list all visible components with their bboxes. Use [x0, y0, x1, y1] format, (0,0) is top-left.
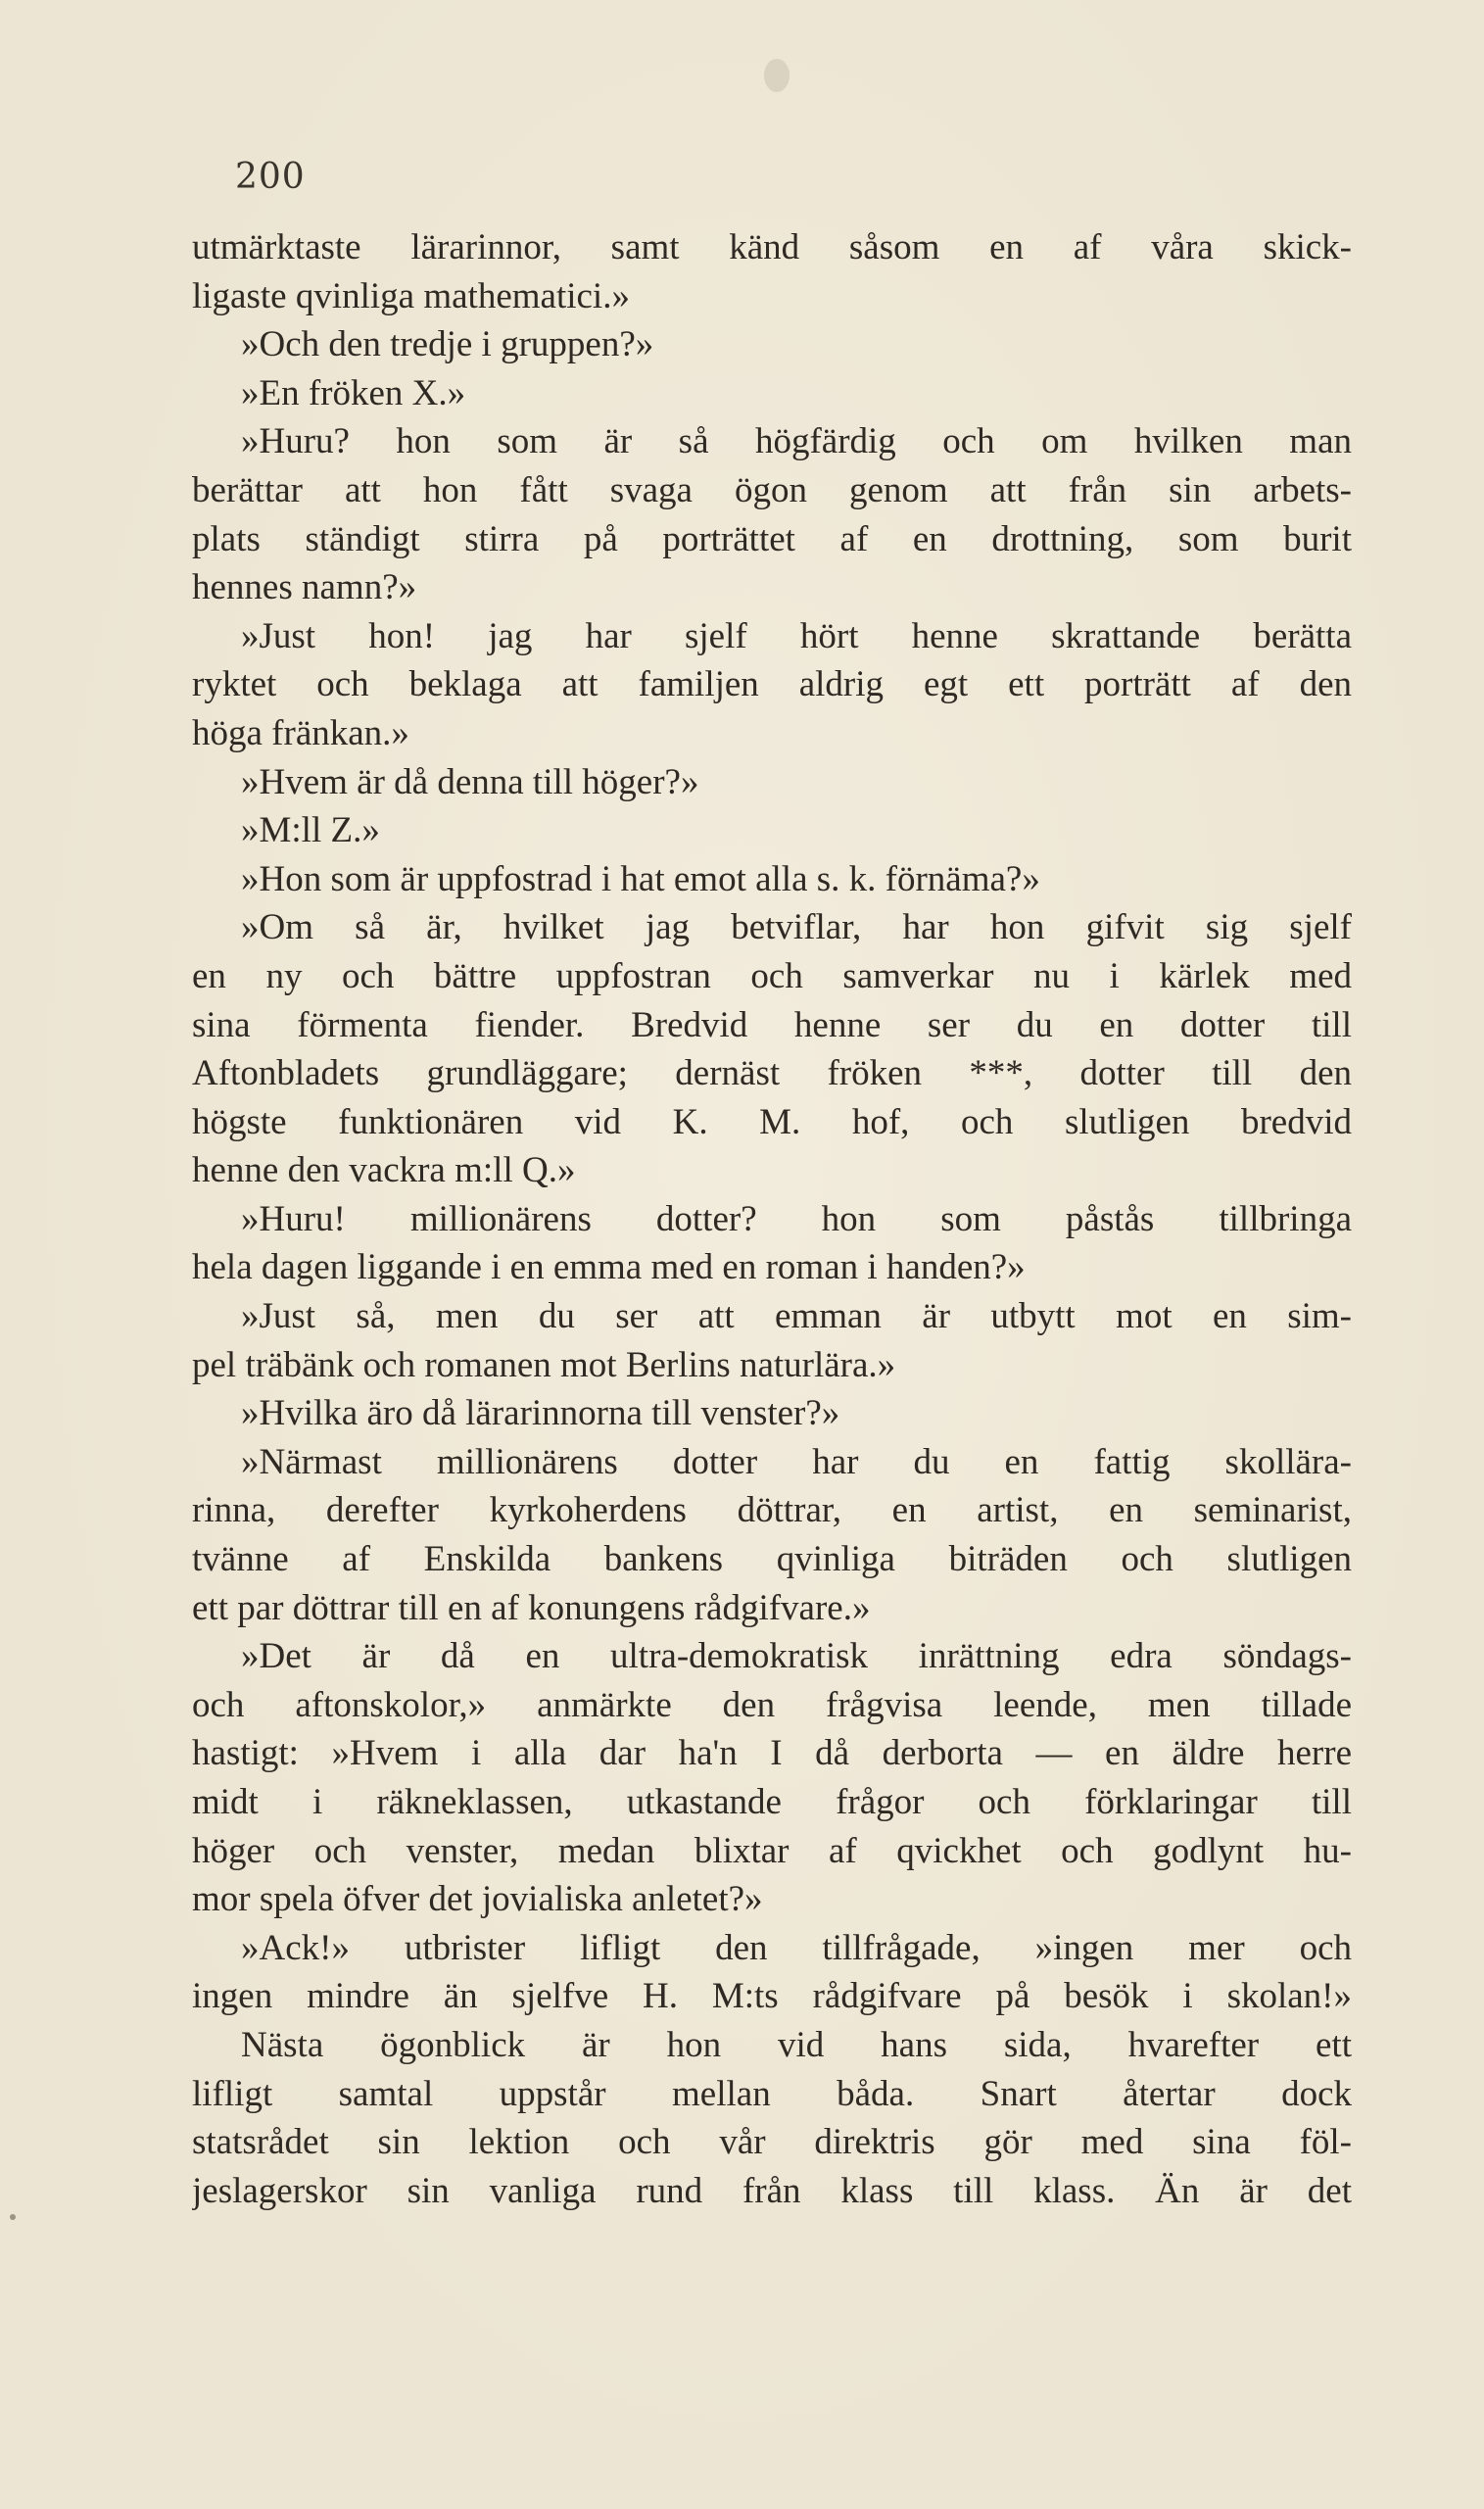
text-line: henne den vackra m:ll Q.»	[192, 1150, 576, 1191]
text-line: Nästa ögonblick är hon vid hans sida, hvarefter ett	[241, 2024, 1352, 2065]
text-line: »Ack!» utbrister lifligt den tillfrågade, »ingen mer och	[241, 1927, 1352, 1968]
text-line: Aftonbladets grundläggare; dernäst fröken ***, dotter till den	[192, 1053, 1352, 1094]
text-line: hastigt: »Hvem i alla dar ha'n I då derborta — en äldre herre	[192, 1733, 1352, 1774]
text-line: ingen mindre än sjelfve H. M:ts rådgifvare på besök i skolan!»	[192, 1976, 1352, 2017]
text-line: hela dagen liggande i en emma med en roman i handen?»	[192, 1247, 1026, 1288]
text-line: »En fröken X.»	[241, 372, 466, 413]
text-line: pel träbänk och romanen mot Berlins naturlära.»	[192, 1344, 896, 1385]
text-line: rinna, derefter kyrkoherdens döttrar, en artist, en seminarist,	[192, 1490, 1352, 1531]
text-line: höger och venster, medan blixtar af qvickhet och godlynt hu-	[192, 1830, 1352, 1871]
text-line: »Just så, men du ser att emman är utbytt mot en sim-	[241, 1296, 1352, 1337]
text-line: jeslagerskor sin vanliga rund från klass till klass. Än är det	[192, 2170, 1352, 2211]
page-number: 200	[235, 157, 306, 197]
text-line: »Och den tredje i gruppen?»	[241, 324, 654, 365]
text-line: ligaste qvinliga mathematici.»	[192, 275, 630, 316]
text-line: midt i räkneklassen, utkastande frågor och förklaringar till	[192, 1782, 1352, 1822]
text-line: »Närmast millionärens dotter har du en fattig skollära-	[241, 1441, 1352, 1482]
text-line: »Hvem är då denna till höger?»	[241, 761, 699, 802]
text-line: berättar att hon fått svaga ögon genom att från sin arbets-	[192, 469, 1352, 510]
text-line: statsrådet sin lektion och vår direktris gör med sina föl-	[192, 2122, 1352, 2163]
body-text	[192, 223, 1352, 2215]
text-line: »Huru! millionärens dotter? hon som påstås tillbringa	[241, 1198, 1352, 1239]
text-line: lifligt samtal uppstår mellan båda. Snart återtar dock	[192, 2073, 1352, 2114]
text-line: »Om så är, hvilket jag betviflar, har hon gifvit sig sjelf	[241, 907, 1352, 948]
text-line: en ny och bättre uppfostran och samverkar nu i kärlek med	[192, 955, 1352, 996]
text-line: sina förmenta fiender. Bredvid henne ser du en dotter till	[192, 1004, 1352, 1045]
text-line: »Hon som är uppfostrad i hat emot alla s. k. förnäma?»	[241, 858, 1040, 899]
paper-stain	[764, 59, 790, 92]
text-line: ett par döttrar till en af konungens rådgifvare.»	[192, 1587, 871, 1628]
text-line: »M:ll Z.»	[241, 810, 380, 851]
text-line: »Huru? hon som är så högfärdig och om hvilken man	[241, 421, 1352, 462]
text-line: och aftonskolor,» anmärkte den frågvisa leende, men tillade	[192, 1684, 1352, 1725]
text-line: plats ständigt stirra på porträttet af en drottning, som burit	[192, 518, 1352, 559]
text-line: tvänne af Enskilda bankens qvinliga biträden och slutligen	[192, 1539, 1352, 1580]
paper-speck	[10, 2214, 16, 2220]
text-line: »Just hon! jag har sjelf hört henne skrattande berätta	[241, 615, 1352, 656]
text-line: ryktet och beklaga att familjen aldrig egt ett porträtt af den	[192, 664, 1352, 705]
text-line: »Hvilka äro då lärarinnorna till venster?»	[241, 1393, 840, 1434]
text-line: hennes namn?»	[192, 567, 417, 608]
text-line: höga fränkan.»	[192, 712, 409, 753]
text-line: »Det är då en ultra-demokratisk inrättning edra söndags-	[241, 1636, 1352, 1677]
text-line: mor spela öfver det jovialiska anletet?»	[192, 1879, 763, 1920]
text-line: högste funktionären vid K. M. hof, och slutligen bredvid	[192, 1101, 1352, 1142]
text-line: utmärktaste lärarinnor, samt känd såsom en af våra skick-	[192, 227, 1352, 267]
